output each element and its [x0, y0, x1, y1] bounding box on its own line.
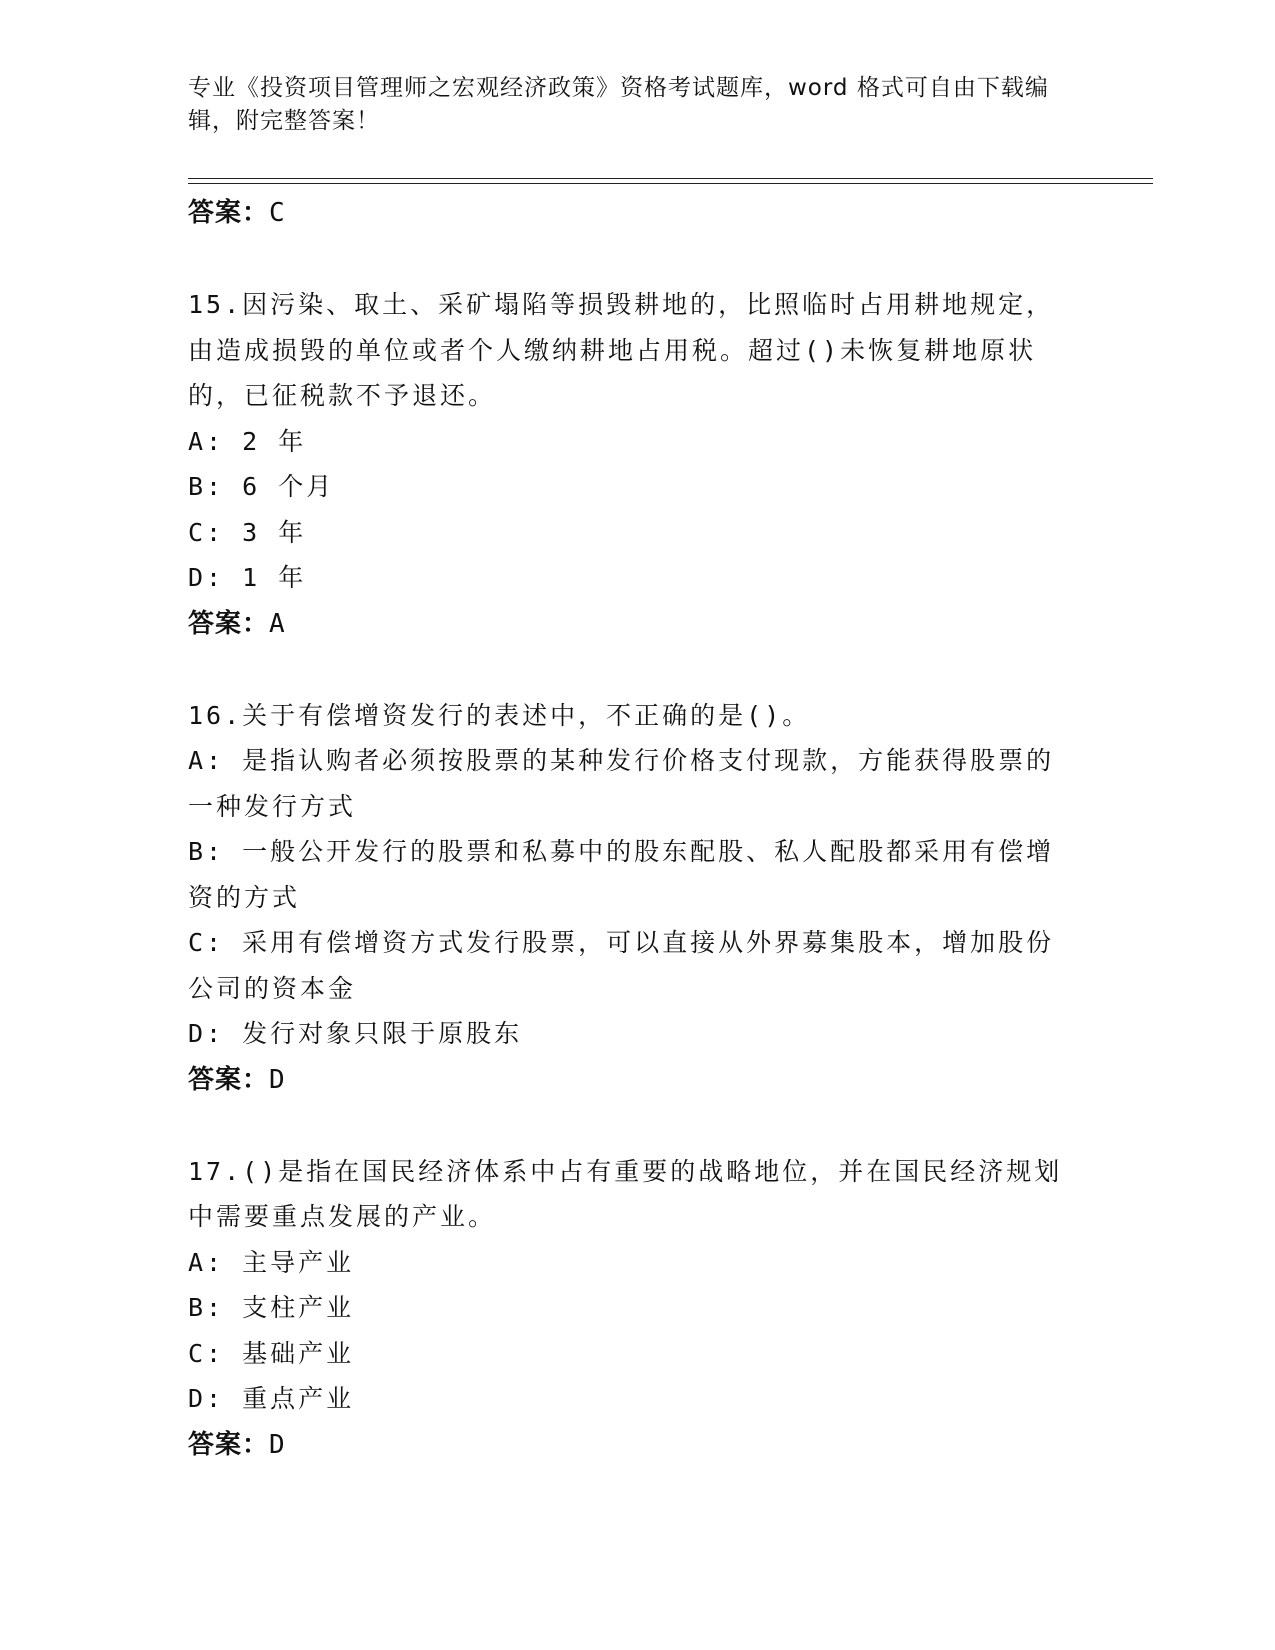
option-a: A: 是指认购者必须按股票的某种发行价格支付现款，方能获得股票的一种发行方式	[188, 746, 1055, 821]
answer-value: A	[269, 608, 286, 639]
option-c: C: 3 年	[188, 517, 307, 547]
option-d: D: 1 年	[188, 563, 307, 592]
answer-line	[188, 1057, 1068, 1103]
answer-line	[188, 601, 1068, 647]
question-item	[188, 1149, 1068, 1468]
option-c: C: 基础产业	[188, 1338, 355, 1368]
answer-label: 答案：	[188, 608, 270, 639]
question-list	[188, 190, 1068, 1468]
header-divider-line	[188, 183, 1153, 184]
header-divider-line	[188, 178, 1153, 179]
option-c: C: 采用有偿增资方式发行股票，可以直接从外界募集股本，增加股份公司的资本金	[188, 928, 1055, 1003]
question-stem: 17.()是指在国民经济体系中占有重要的战略地位，并在国民经济规划中需要重点发展的产业。	[188, 1156, 1063, 1231]
option-b: B: 支柱产业	[188, 1293, 355, 1322]
option-d: D: 发行对象只限于原股东	[188, 1019, 523, 1048]
question-stem: 15.因污染、取土、采矿塌陷等损毁耕地的，比照临时占用耕地规定，由造成损毁的单位或者个人缴纳耕地占用税。超过()未恢复耕地原状的，已征税款不予退还。	[188, 290, 1055, 410]
answer-label: 答案：	[188, 1429, 270, 1460]
answer-line	[188, 1422, 1068, 1468]
document-header: 专业《投资项目管理师之宏观经济政策》资格考试题库，word 格式可自由下载编辑，附完整答案！	[188, 75, 1049, 134]
answer-label: 答案：	[188, 1064, 270, 1095]
answer-line	[188, 190, 1068, 236]
option-b: B: 一般公开发行的股票和私募中的股东配股、私人配股都采用有偿增资的方式	[188, 837, 1055, 912]
answer-value: D	[269, 1429, 286, 1460]
option-d: D: 重点产业	[188, 1384, 355, 1413]
question-item	[188, 282, 1068, 647]
answer-value: D	[269, 1064, 286, 1095]
option-a: A: 主导产业	[188, 1247, 355, 1277]
answer-label: 答案：	[188, 198, 270, 228]
question-stem: 16.关于有偿增资发行的表述中，不正确的是()。	[188, 700, 811, 730]
option-a: A: 2 年	[188, 426, 307, 456]
answer-value: C	[269, 198, 286, 228]
option-b: B: 6 个月	[188, 472, 335, 501]
question-item	[188, 693, 1068, 1103]
